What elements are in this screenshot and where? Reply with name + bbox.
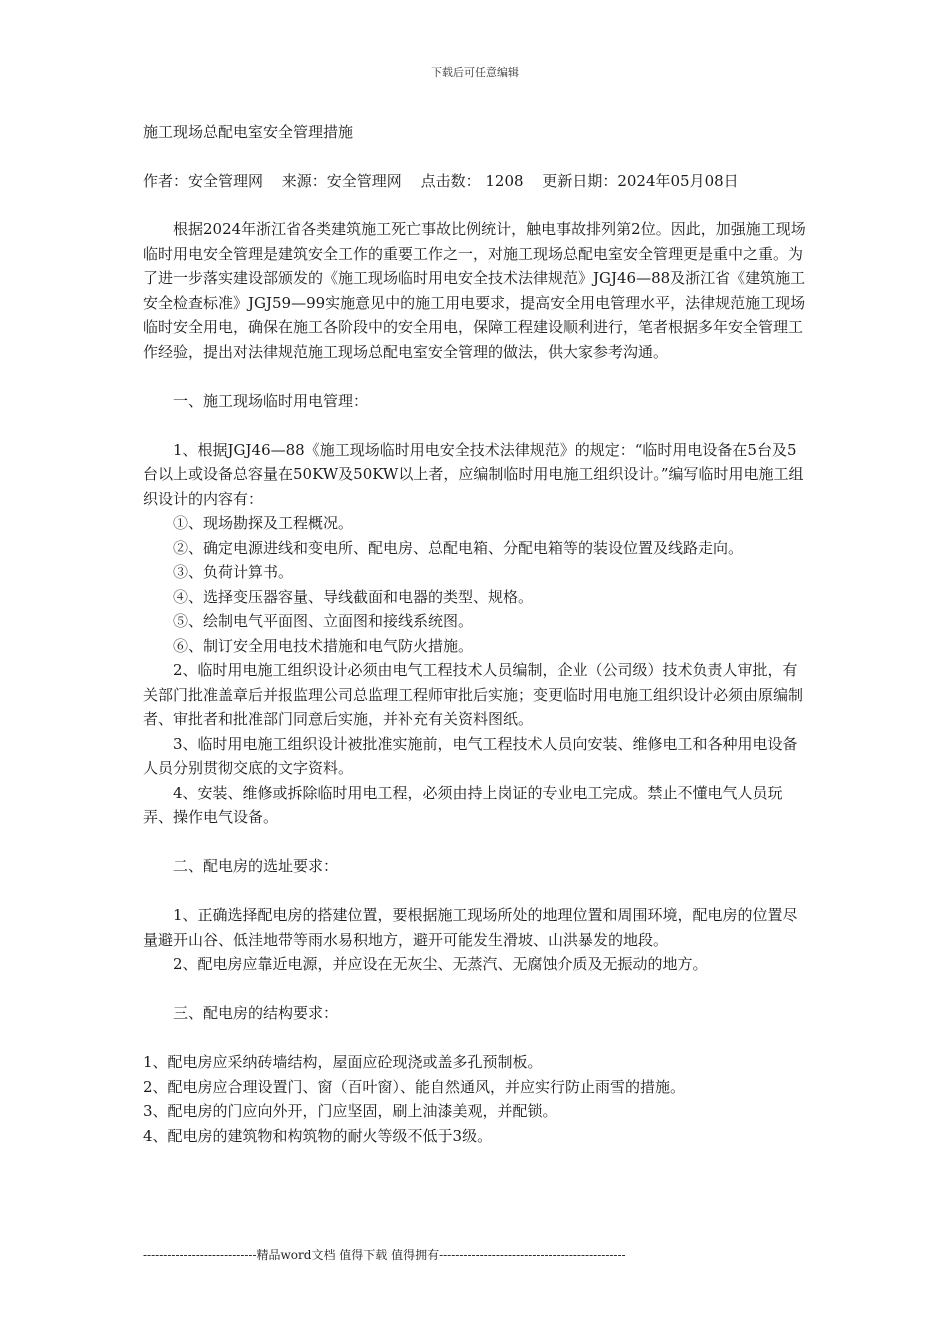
section-heading: 三、配电房的结构要求： (173, 1004, 339, 1022)
section-heading: 二、配电房的选址要求： (173, 857, 339, 875)
paragraph: 3、临时用电施工组织设计被批准实施前，电气工程技术人员向安装、维修电工和各种用电设备人员分别贯彻交底的文字资料。 (143, 734, 798, 777)
list-item: ①、现场勘探及工程概况。 (173, 514, 354, 532)
list-item: 4、配电房的建筑物和构筑物的耐火等级不低于3级。 (143, 1126, 493, 1145)
meta-date: 更新日期：2024年05月08日 (542, 171, 739, 190)
paragraph: 1、根据JGJ46—88《施工现场临时用电安全技术法律规范》的规定：“临时用电设备在5台及5台以上或设备总容量在50KW及50KW以上者，应编制临时用电施工组织设计。”编写临时用电施工组织设计的内容有： (143, 440, 804, 508)
paragraph: 4、安装、维修或拆除临时用电工程，必须由持上岗证的专业电工完成。禁止不懂电气人员玩弄、操作电气设备。 (143, 783, 783, 826)
article-title: 施工现场总配电室安全管理措施 (143, 123, 354, 141)
list-item: 2、配电房应合理设置门、窗（百叶窗）、能自然通风，并应实行防止雨雪的措施。 (143, 1077, 686, 1096)
section-heading: 一、施工现场临时用电管理： (173, 391, 369, 410)
meta-source: 来源：安全管理网 (281, 171, 402, 190)
paragraph: 2、配电房应靠近电源，并应设在无灰尘、无蒸汽、无腐蚀介质及无振动的地方。 (173, 955, 708, 973)
page-footer: ----------------------------精品word文档 值得下载 值得拥有---------------------------------------------- (143, 1248, 626, 1262)
article-body (143, 120, 811, 1148)
list-item: ⑥、制订安全用电技术措施和电气防火措施。 (173, 636, 474, 655)
list-item: 3、配电房的门应向外开，门应坚固，刷上油漆美观，并配锁。 (143, 1102, 558, 1120)
meta-author: 作者：安全管理网 (143, 171, 264, 190)
list-item: ④、选择变压器容量、导线截面和电器的类型、规格。 (173, 587, 534, 606)
list-item: ⑤、绘制电气平面图、立面图和接线系统图。 (173, 612, 474, 630)
paragraph: 2、临时用电施工组织设计必须由电气工程技术人员编制，企业（公司级）技术负责人审批，有关部门批准盖章后并报监理公司总监理工程师审批后实施；变更临时用电施工组织设计必须由原编制者、审批者和批准部门同意后实施，并补充有关资料图纸。 (143, 661, 804, 728)
article-meta (143, 169, 811, 194)
page-header: 下载后可任意编辑 (431, 66, 519, 79)
list-item: ②、确定电源进线和变电所、配电房、总配电箱、分配电箱等的装设位置及线路走向。 (173, 538, 744, 557)
paragraph: 1、正确选择配电房的搭建位置，要根据施工现场所处的地理位置和周围环境，配电房的位置尽量避开山谷、低洼地带等雨水易积地方，避开可能发生滑坡、山洪暴发的地段。 (143, 906, 798, 949)
list-item: ③、负荷计算书。 (173, 563, 294, 581)
list-item: 1、配电房应采纳砖墙结构，屋面应砼现浇或盖多孔预制板。 (143, 1053, 543, 1071)
meta-clicks: 点击数： 1208 (420, 171, 524, 190)
intro-paragraph: 根据2024年浙江省各类建筑施工死亡事故比例统计，触电事故排列第2位。因此，加强施工现场临时用电安全管理是建筑安全工作的重要工作之一，对施工现场总配电室安全管理更是重中之重。为了进一步落实建设部颁发的《施工现场临时用电安全技术法律规范》JGJ46—88及浙江省《建筑施工安全检查标准》JGJ59—99实施意见中的施工用电要求，提高安全用电管理水平，法律规范施工现场临时安全用电，确保在施工各阶段中的安全用电，保障工程建设顺利进行，笔者根据多年安全管理工作经验，提出对法律规范施工现场总配电室安全管理的做法，供大家参考沟通。 (143, 220, 806, 361)
